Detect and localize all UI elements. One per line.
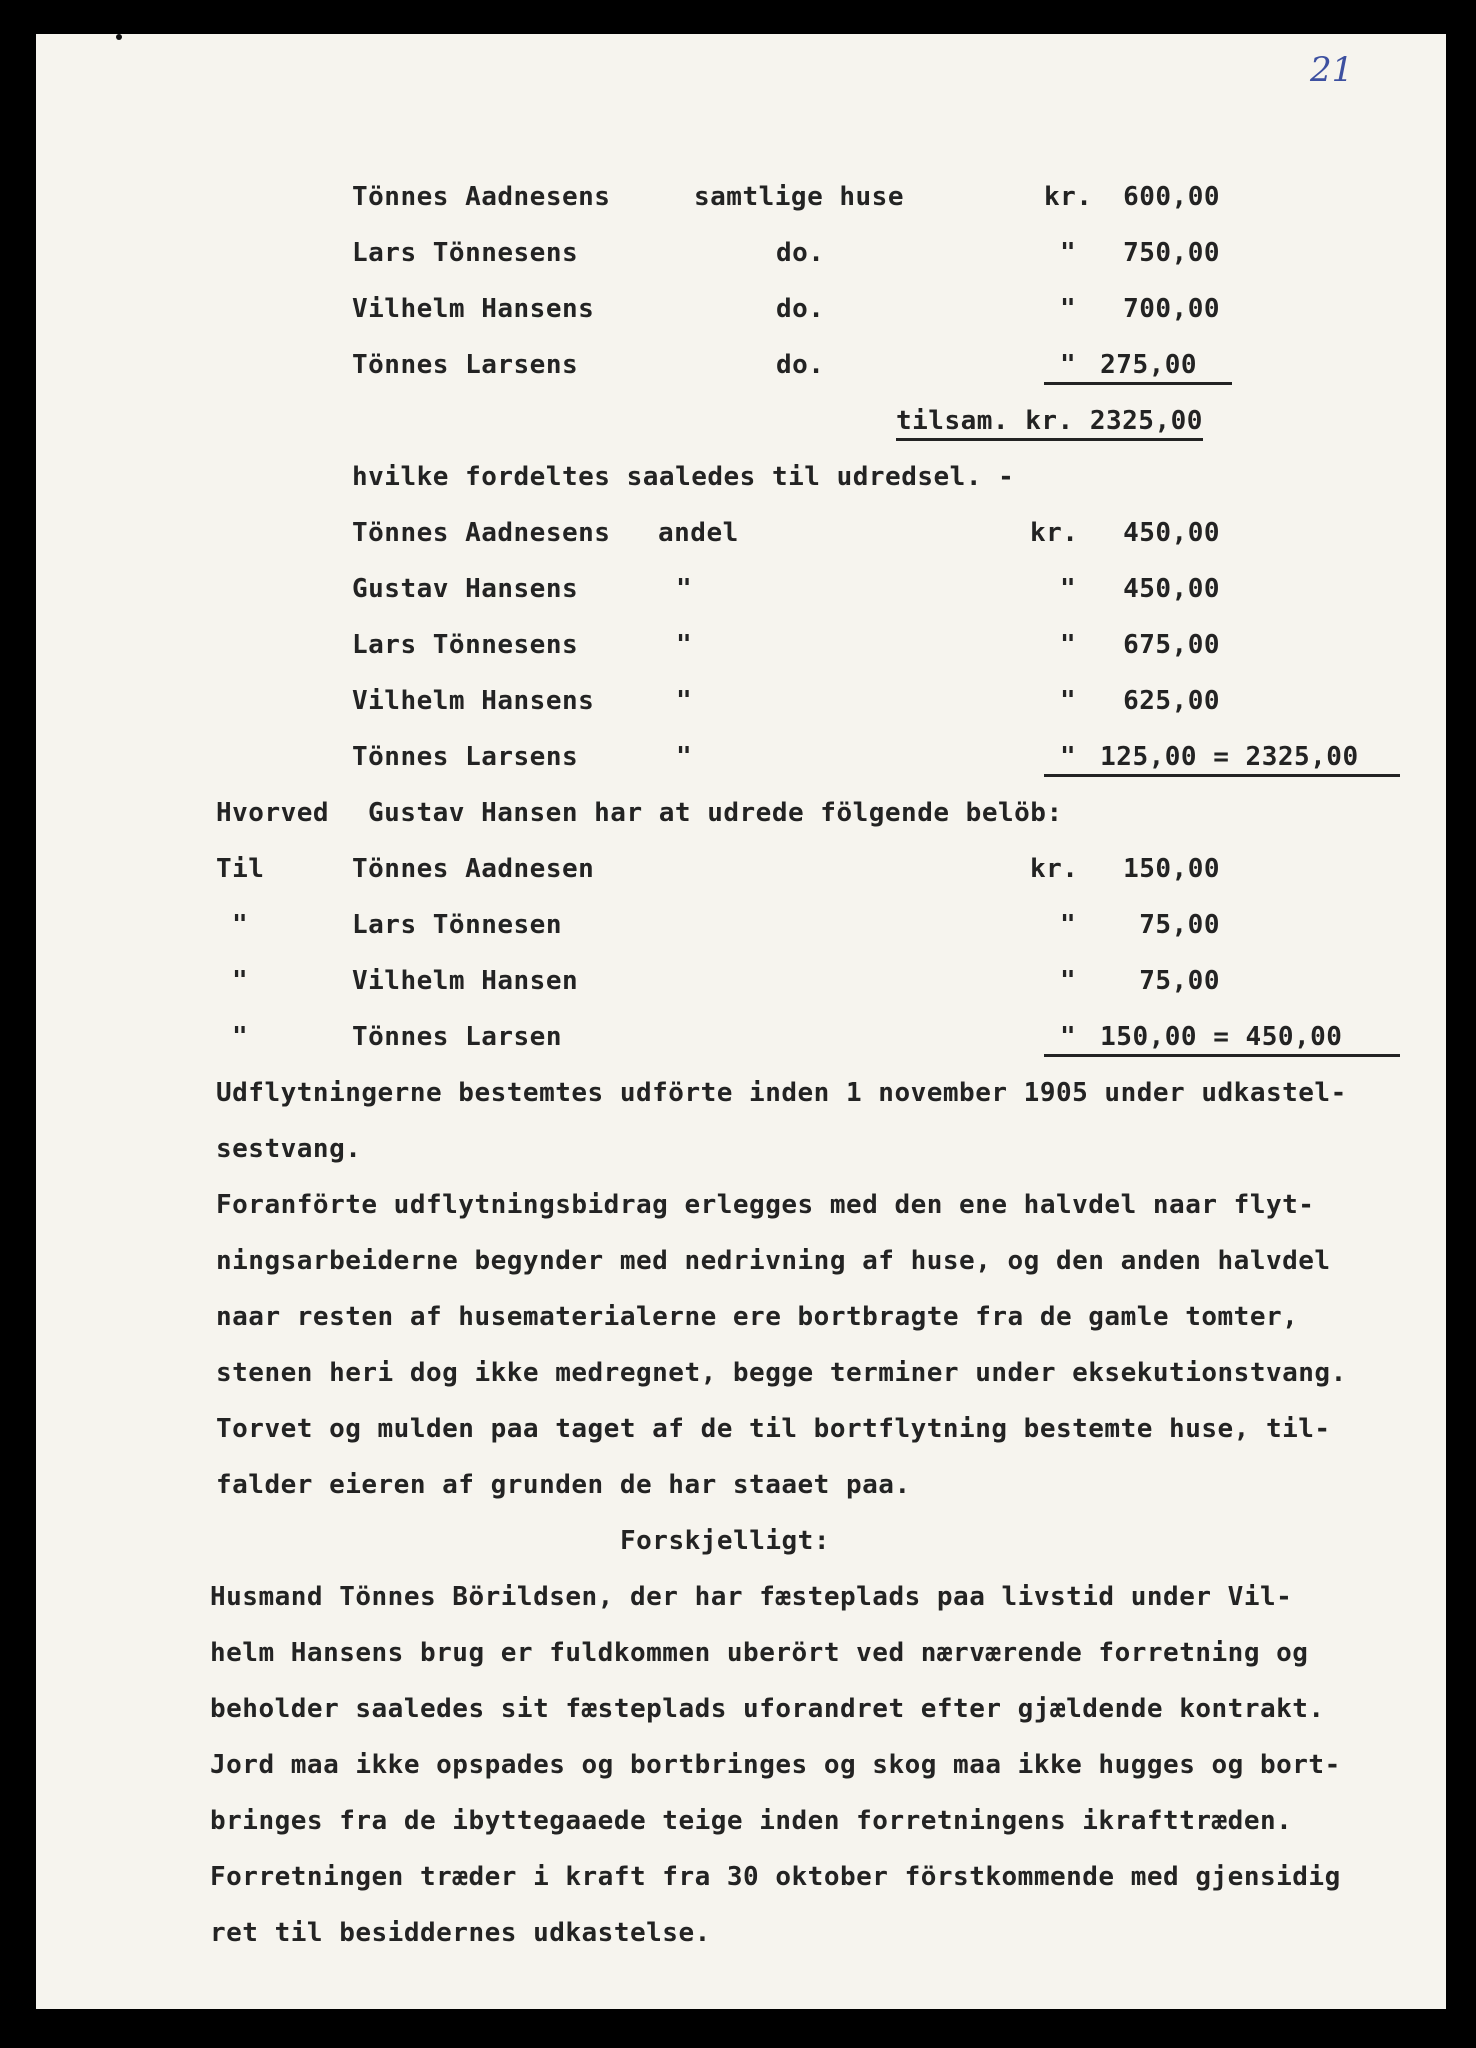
share-name: Vilhelm Hansens [352, 686, 595, 716]
body-line: helm Hansens brug er fuldkommen uberört ved nærværende forretning og [210, 1638, 1309, 1668]
share-currency: kr. [1030, 518, 1079, 548]
payment-amount: 75,00 [1139, 910, 1220, 940]
house-currency: " [1060, 294, 1077, 324]
body-line: Torvet og mulden paa taget af de til bortflytning bestemte huse, til- [216, 1414, 1331, 1444]
payment-name: Tönnes Larsen [352, 1022, 562, 1052]
house-amount: 275,00 [1100, 350, 1198, 380]
house-amount: 750,00 [1123, 238, 1220, 268]
payment-intro-lead: Hvorved [216, 798, 330, 828]
payment-amount: 150,00 = 450,00 [1100, 1022, 1343, 1052]
share-label: " [676, 742, 693, 772]
house-name: Tönnes Aadnesens [352, 182, 611, 212]
house-amount: 700,00 [1123, 294, 1220, 324]
body-line: stenen heri dog ikke medregnet, begge terminer under eksekutionstvang. [216, 1358, 1347, 1388]
body-line: ningsarbeiderne begynder med nedrivning af huse, og den anden halvdel [216, 1246, 1331, 1276]
section-heading: Forskjelligt: [620, 1526, 830, 1556]
share-label: " [676, 574, 693, 604]
body-line: Foranförte udflytningsbidrag erlegges med den ene halvdel naar flyt- [216, 1190, 1315, 1220]
payment-prefix: Til [216, 854, 265, 884]
house-last-amount [1044, 350, 1232, 385]
house-desc: samtlige huse [694, 182, 904, 212]
payment-last-amount [1044, 1022, 1400, 1057]
house-name: Lars Tönnesens [352, 238, 579, 268]
share-name: Tönnes Aadnesens [352, 518, 611, 548]
ink-dot [116, 34, 122, 40]
body-line: beholder saaledes sit fæsteplads uforandret efter gjældende kontrakt. [210, 1694, 1325, 1724]
share-label: " [676, 630, 693, 660]
house-currency: " [1060, 238, 1077, 268]
share-amount: 450,00 [1123, 518, 1220, 548]
share-last-amount [1044, 742, 1400, 777]
share-currency: " [1060, 742, 1077, 772]
distribution-intro: hvilke fordeltes saaledes til udredsel. - [352, 462, 1015, 492]
payment-name: Tönnes Aadnesen [352, 854, 595, 884]
payment-amount: 150,00 [1123, 854, 1220, 884]
payment-currency: " [1060, 966, 1077, 996]
body-line: Forretningen træder i kraft fra 30 oktober förstkommende med gjensidig [210, 1862, 1341, 1892]
payment-currency: " [1060, 1022, 1077, 1052]
house-desc: do. [776, 238, 825, 268]
share-currency: " [1060, 686, 1077, 716]
payment-name: Vilhelm Hansen [352, 966, 579, 996]
share-label: " [676, 686, 693, 716]
payment-prefix: " [232, 910, 249, 940]
payment-currency: kr. [1030, 854, 1079, 884]
payment-name: Lars Tönnesen [352, 910, 562, 940]
share-currency: " [1060, 574, 1077, 604]
house-desc: do. [776, 350, 825, 380]
house-currency: " [1060, 350, 1077, 380]
body-line: falder eieren af grunden de har staaet paa. [216, 1470, 911, 1500]
body-line: ret til besiddernes udkastelse. [210, 1918, 711, 1948]
body-line: Husmand Tönnes Börildsen, der har fæsteplads paa livstid under Vil- [210, 1582, 1293, 1612]
body-line: Jord maa ikke opspades og bortbringes og skog maa ikke hugges og bort- [210, 1750, 1341, 1780]
house-name: Tönnes Larsens [352, 350, 579, 380]
house-name: Vilhelm Hansens [352, 294, 595, 324]
body-line: naar resten af husematerialerne ere bortbragte fra de gamle tomter, [216, 1302, 1299, 1332]
share-amount: 625,00 [1123, 686, 1220, 716]
share-name: Lars Tönnesens [352, 630, 579, 660]
house-currency: kr. [1044, 182, 1093, 212]
share-name: Tönnes Larsens [352, 742, 579, 772]
house-amount: 600,00 [1123, 182, 1220, 212]
payment-prefix: " [232, 966, 249, 996]
body-line: Udflytningerne bestemtes udförte inden 1 november 1905 under udkastel- [216, 1078, 1347, 1108]
payment-currency: " [1060, 910, 1077, 940]
payment-prefix: " [232, 1022, 249, 1052]
page-number: 21 [1310, 50, 1354, 90]
share-name: Gustav Hansens [352, 574, 579, 604]
payment-intro-text: Gustav Hansen har at udrede fölgende belöb: [368, 798, 1063, 828]
share-currency: " [1060, 630, 1077, 660]
share-amount: 675,00 [1123, 630, 1220, 660]
body-line: bringes fra de ibyttegaaede teige inden forretningens ikrafttræden. [210, 1806, 1293, 1836]
body-line: sestvang. [216, 1134, 362, 1164]
share-amount: 450,00 [1123, 574, 1220, 604]
share-label: andel [658, 518, 739, 548]
house-desc: do. [776, 294, 825, 324]
payment-amount: 75,00 [1139, 966, 1220, 996]
house-total: tilsam. kr. 2325,00 [896, 406, 1203, 441]
share-amount: 125,00 = 2325,00 [1100, 742, 1359, 772]
